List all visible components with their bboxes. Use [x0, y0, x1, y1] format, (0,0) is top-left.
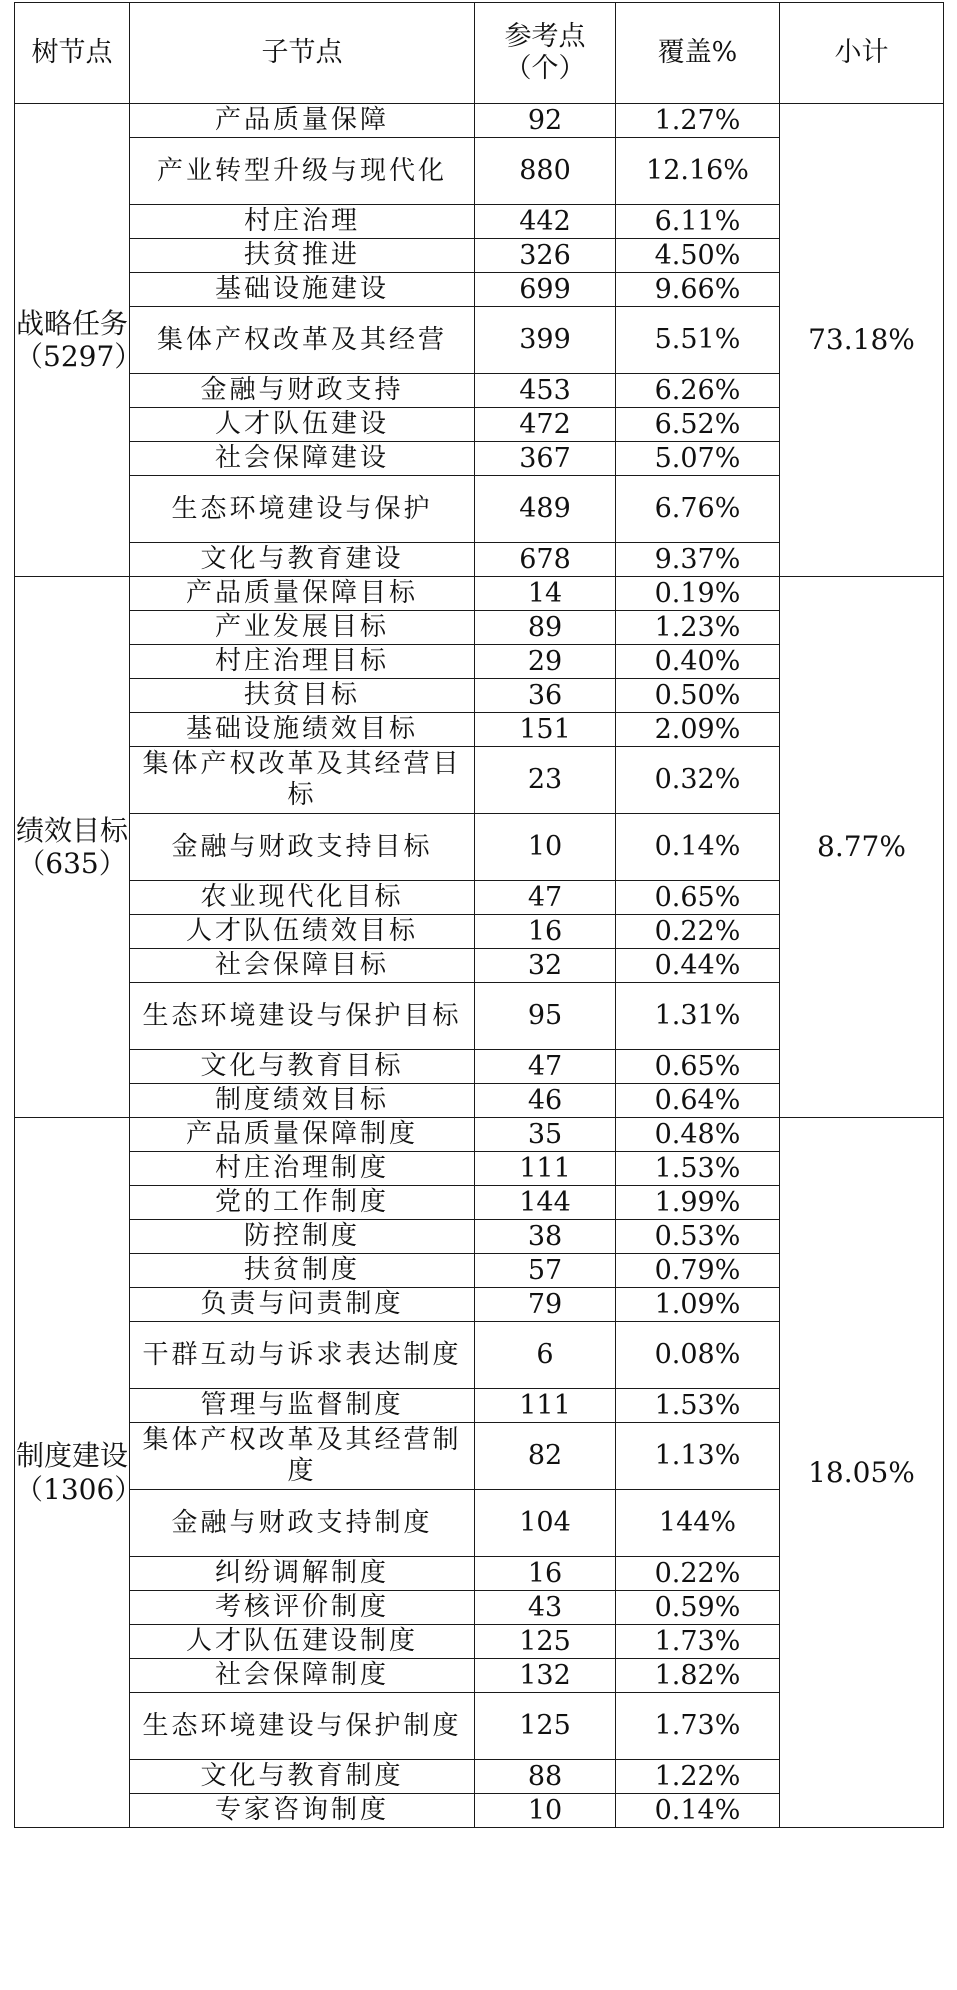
ref-count-cell: 36 [475, 679, 616, 713]
child-node-cell: 文化与教育建设 [130, 543, 475, 577]
ref-count-cell: 14 [475, 577, 616, 611]
ref-count-cell: 46 [475, 1084, 616, 1118]
child-node-cell: 防控制度 [130, 1220, 475, 1254]
coverage-cell: 6.76% [616, 476, 780, 543]
child-node-cell: 考核评价制度 [130, 1591, 475, 1625]
tree-node-total: （5297） [15, 340, 143, 373]
coverage-cell: 5.51% [616, 307, 780, 374]
coverage-cell: 5.07% [616, 442, 780, 476]
coverage-cell: 1.27% [616, 104, 780, 138]
child-node-cell: 产业发展目标 [130, 611, 475, 645]
coverage-cell: 0.19% [616, 577, 780, 611]
coverage-cell: 144% [616, 1490, 780, 1557]
coverage-cell: 0.79% [616, 1254, 780, 1288]
header-child-node: 子节点 [130, 3, 475, 104]
tree-node-name: 战略任务 [15, 306, 128, 340]
child-node-cell: 人才队伍绩效目标 [130, 915, 475, 949]
ref-count-cell: 79 [475, 1288, 616, 1322]
header-row [15, 3, 944, 104]
ref-count-cell: 125 [475, 1625, 616, 1659]
ref-count-cell: 82 [475, 1423, 616, 1490]
child-node-cell: 专家咨询制度 [130, 1794, 475, 1828]
child-node-cell: 生态环境建设与保护制度 [130, 1693, 475, 1760]
coverage-cell: 6.52% [616, 408, 780, 442]
coverage-cell: 1.53% [616, 1389, 780, 1423]
coverage-cell: 1.82% [616, 1659, 780, 1693]
ref-count-cell: 16 [475, 915, 616, 949]
coverage-cell: 0.65% [616, 1050, 780, 1084]
table-body [15, 104, 944, 1828]
child-node-cell: 扶贫制度 [130, 1254, 475, 1288]
ref-count-cell: 367 [475, 442, 616, 476]
child-node-cell: 村庄治理 [130, 205, 475, 239]
child-node-cell: 村庄治理目标 [130, 645, 475, 679]
child-node-cell: 制度绩效目标 [130, 1084, 475, 1118]
child-node-cell: 基础设施建设 [130, 273, 475, 307]
coverage-cell: 0.64% [616, 1084, 780, 1118]
coverage-cell: 0.50% [616, 679, 780, 713]
tree-node-cell [15, 104, 143, 577]
child-node-cell: 社会保障建设 [130, 442, 475, 476]
child-node-cell: 管理与监督制度 [130, 1389, 475, 1423]
coverage-cell: 1.73% [616, 1625, 780, 1659]
coverage-cell: 6.11% [616, 205, 780, 239]
child-node-cell: 金融与财政支持 [130, 374, 475, 408]
child-node-cell: 社会保障制度 [130, 1659, 475, 1693]
ref-count-cell: 399 [475, 307, 616, 374]
coverage-cell: 0.14% [616, 1794, 780, 1828]
tree-node-cell [15, 577, 130, 1118]
coverage-cell: 0.48% [616, 1118, 780, 1152]
ref-count-cell: 10 [475, 814, 616, 881]
table-row [15, 577, 944, 611]
ref-count-cell: 144 [475, 1186, 616, 1220]
coverage-cell: 1.13% [616, 1423, 780, 1490]
ref-count-cell: 43 [475, 1591, 616, 1625]
coverage-cell: 1.99% [616, 1186, 780, 1220]
coverage-cell: 0.08% [616, 1322, 780, 1389]
coverage-cell: 9.37% [616, 543, 780, 577]
ref-count-cell: 111 [475, 1389, 616, 1423]
ref-count-cell: 880 [475, 138, 616, 205]
coverage-cell: 2.09% [616, 713, 780, 747]
ref-count-cell: 29 [475, 645, 616, 679]
ref-count-cell: 10 [475, 1794, 616, 1828]
child-node-cell: 扶贫目标 [130, 679, 475, 713]
child-node-cell: 产品质量保障 [130, 104, 475, 138]
subtotal-cell: 73.18% [780, 104, 944, 577]
ref-count-cell: 678 [475, 543, 616, 577]
coverage-cell: 0.14% [616, 814, 780, 881]
child-node-cell: 负责与问责制度 [130, 1288, 475, 1322]
child-node-cell: 产品质量保障制度 [130, 1118, 475, 1152]
child-node-cell: 纠纷调解制度 [130, 1557, 475, 1591]
child-node-cell: 文化与教育制度 [130, 1760, 475, 1794]
ref-count-cell: 326 [475, 239, 616, 273]
ref-count-cell: 35 [475, 1118, 616, 1152]
subtotal-cell: 8.77% [780, 577, 944, 1118]
child-node-cell: 人才队伍建设 [130, 408, 475, 442]
coverage-cell: 1.09% [616, 1288, 780, 1322]
tree-node-cell [15, 1118, 143, 1828]
coverage-cell: 0.32% [616, 747, 780, 814]
child-node-cell: 集体产权改革及其经营制度 [130, 1423, 475, 1490]
coverage-cell: 1.23% [616, 611, 780, 645]
coverage-cell: 0.53% [616, 1220, 780, 1254]
child-node-cell: 人才队伍建设制度 [130, 1625, 475, 1659]
ref-count-cell: 125 [475, 1693, 616, 1760]
tree-node-total: （1306） [15, 1472, 143, 1506]
coverage-cell: 0.59% [616, 1591, 780, 1625]
subtotal-cell: 18.05% [780, 1118, 944, 1828]
coverage-cell: 1.31% [616, 983, 780, 1050]
ref-count-cell: 111 [475, 1152, 616, 1186]
ref-count-cell: 88 [475, 1760, 616, 1794]
child-node-cell: 扶贫推进 [130, 239, 475, 273]
child-node-cell: 集体产权改革及其经营 [130, 307, 475, 374]
child-node-cell: 党的工作制度 [130, 1186, 475, 1220]
ref-count-cell: 47 [475, 881, 616, 915]
child-node-cell: 产业转型升级与现代化 [130, 138, 475, 205]
ref-count-cell: 95 [475, 983, 616, 1050]
coverage-cell: 12.16% [616, 138, 780, 205]
tree-node-total: （635） [17, 847, 127, 880]
ref-count-cell: 92 [475, 104, 616, 138]
child-node-cell: 生态环境建设与保护 [130, 476, 475, 543]
ref-count-cell: 699 [475, 273, 616, 307]
ref-count-cell: 57 [475, 1254, 616, 1288]
ref-count-cell: 16 [475, 1557, 616, 1591]
coverage-cell: 4.50% [616, 239, 780, 273]
header-subtotal: 小计 [780, 3, 944, 104]
ref-count-cell: 453 [475, 374, 616, 408]
ref-count-cell: 6 [475, 1322, 616, 1389]
coverage-cell: 0.65% [616, 881, 780, 915]
ref-count-cell: 23 [475, 747, 616, 814]
ref-count-cell: 32 [475, 949, 616, 983]
child-node-cell: 村庄治理制度 [130, 1152, 475, 1186]
tree-node-name: 制度建设 [15, 1439, 128, 1473]
header-coverage: 覆盖% [616, 3, 780, 104]
coverage-cell: 1.22% [616, 1760, 780, 1794]
child-node-cell: 社会保障目标 [130, 949, 475, 983]
ref-count-cell: 489 [475, 476, 616, 543]
ref-count-cell: 151 [475, 713, 616, 747]
child-node-cell: 金融与财政支持制度 [130, 1490, 475, 1557]
child-node-cell: 金融与财政支持目标 [130, 814, 475, 881]
child-node-cell: 干群互动与诉求表达制度 [130, 1322, 475, 1389]
coverage-cell: 0.22% [616, 1557, 780, 1591]
table-row [15, 104, 944, 138]
coding-table [14, 2, 944, 1828]
header-ref-count: 参考点（个） [475, 3, 616, 104]
coverage-cell: 0.44% [616, 949, 780, 983]
child-node-cell: 生态环境建设与保护目标 [130, 983, 475, 1050]
coverage-cell: 0.40% [616, 645, 780, 679]
header-tree-node: 树节点 [15, 3, 130, 104]
child-node-cell: 基础设施绩效目标 [130, 713, 475, 747]
child-node-cell: 农业现代化目标 [130, 881, 475, 915]
ref-count-cell: 472 [475, 408, 616, 442]
ref-count-cell: 442 [475, 205, 616, 239]
ref-count-cell: 89 [475, 611, 616, 645]
coverage-cell: 1.73% [616, 1693, 780, 1760]
coverage-cell: 9.66% [616, 273, 780, 307]
ref-count-cell: 132 [475, 1659, 616, 1693]
coding-table-document [14, 2, 943, 1828]
child-node-cell: 产品质量保障目标 [130, 577, 475, 611]
ref-count-cell: 47 [475, 1050, 616, 1084]
tree-node-name: 绩效目标 [15, 813, 128, 847]
coverage-cell: 0.22% [616, 915, 780, 949]
ref-count-cell: 38 [475, 1220, 616, 1254]
coverage-cell: 6.26% [616, 374, 780, 408]
ref-count-cell: 104 [475, 1490, 616, 1557]
table-row [15, 1118, 944, 1152]
child-node-cell: 文化与教育目标 [130, 1050, 475, 1084]
child-node-cell: 集体产权改革及其经营目标 [130, 747, 475, 814]
coverage-cell: 1.53% [616, 1152, 780, 1186]
